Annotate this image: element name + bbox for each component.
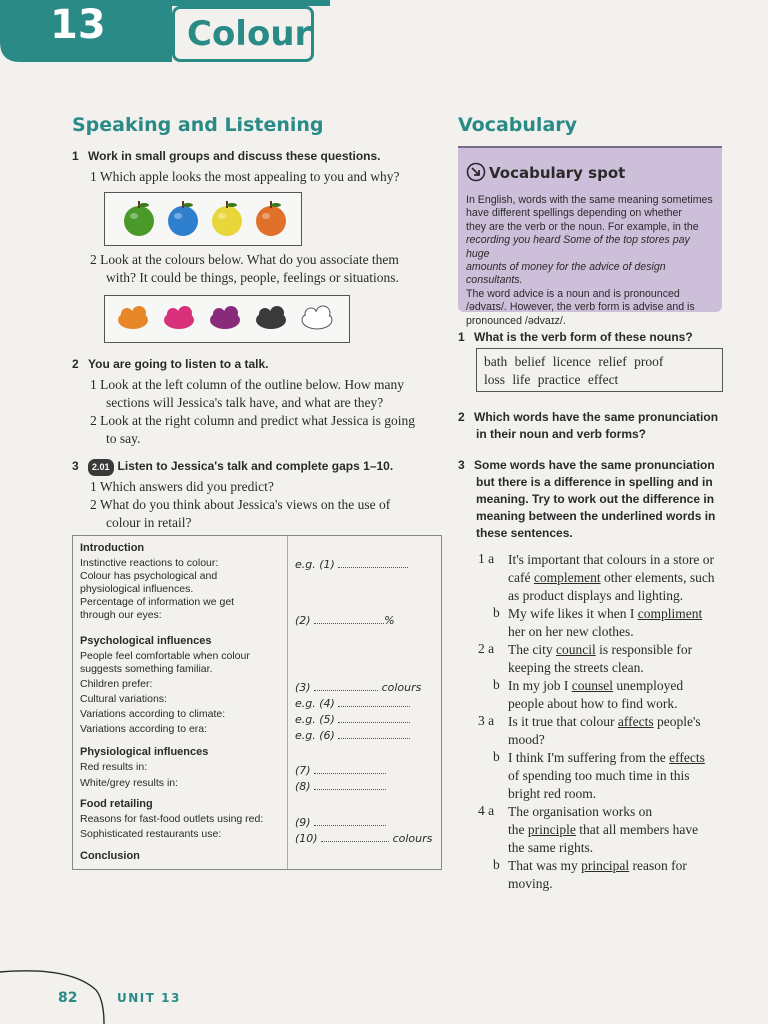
sentence-3b-line3: bright red room. <box>508 786 597 801</box>
outline-row: People feel comfortable when colour <box>80 650 250 662</box>
q2-sub-2-line2: to say. <box>106 431 141 446</box>
sentence-1b-number: b <box>493 605 500 620</box>
sentence-2a-line1: The city council is responsible for <box>508 642 693 657</box>
outline-row: Colour has psychological and <box>80 570 218 582</box>
word-box-row-1: bath belief licence relief proof <box>484 354 664 369</box>
outline-heading-food-retailing: Food retailing <box>80 798 153 810</box>
outline-heading-introduction: Introduction <box>80 542 145 554</box>
paint-blob-icon <box>164 306 194 329</box>
gap-8[interactable]: (8) <box>295 779 386 793</box>
gap-3[interactable]: (3) colours <box>295 681 422 694</box>
outline-row: physiological influences. <box>80 583 194 595</box>
paint-blob-icon <box>302 306 332 329</box>
sentence-4a-number: 4 a <box>478 803 495 818</box>
q3-sub-1: 1 Which answers did you predict? <box>90 479 274 494</box>
outline-row: Percentage of information we get <box>80 596 235 608</box>
vocab-question-3-line: meaning. Try to work out the difference in <box>476 492 715 506</box>
outline-row: White/grey results in: <box>80 777 179 789</box>
outline-heading-physiological: Physiological influences <box>80 746 209 758</box>
sentence-2a-number: 2 a <box>478 641 495 656</box>
sentence-2a-line2: keeping the streets clean. <box>508 660 644 675</box>
vocab-question-1 <box>458 329 693 346</box>
sentence-4a-line3: the same rights. <box>508 840 594 855</box>
sentence-3a-line1: Is it true that colour affects people's <box>508 714 701 729</box>
q2-sub-1-line1: 1 Look at the left column of the outline below. How many <box>90 377 405 392</box>
outline-row: Children prefer: <box>80 678 153 690</box>
sentence-1a-line1: It's important that colours in a store or <box>508 552 715 567</box>
vocab-question-2: 2 Which words have the same pronunciation <box>458 410 719 424</box>
vocab-question-1-number: 1 <box>458 330 465 344</box>
q3-sub-2-line1: 2 What do you think about Jessica's views on the use of <box>90 497 391 512</box>
colour-blobs-image <box>104 295 350 343</box>
apple-icon <box>212 201 242 236</box>
colour-blobs-graphic <box>105 296 349 342</box>
q1-sub-1: 1 Which apple looks the most appealing to you and why? <box>90 169 400 184</box>
unit-title-box <box>172 6 314 62</box>
vocab-question-3: 3 Some words have the same pronunciation <box>458 458 715 472</box>
gap-9[interactable]: (9) <box>295 815 386 829</box>
outline-row: Reasons for fast-food outlets using red: <box>80 813 264 825</box>
sentence-2b-line2: people about how to find work. <box>508 696 678 711</box>
paint-blob-icon <box>118 306 148 329</box>
paint-blob-icon <box>256 306 286 329</box>
question-1-text: Work in small groups and discuss these questions. <box>88 149 381 163</box>
apples-image <box>104 192 302 246</box>
vocab-question-2-line2: in their noun and verb forms? <box>476 427 647 441</box>
sentence-4b-line1: That was my principal reason for <box>508 858 687 873</box>
vocab-question-3-number: 3 <box>458 458 465 472</box>
q1-sub-2-line2: with? It could be things, people, feelings or situations. <box>106 270 399 285</box>
vocabulary-title: Vocabulary <box>458 114 578 136</box>
q2-sub-2-line1: 2 Look at the right column and predict what Jessica is going <box>90 413 416 428</box>
gap-4[interactable]: e.g. (4) <box>295 696 410 710</box>
apple-icon <box>256 201 286 236</box>
question-3 <box>72 458 393 476</box>
unit-title: Colour <box>187 14 312 54</box>
vocabulary-spot-box <box>458 146 722 327</box>
vocab-question-2-number: 2 <box>458 410 465 424</box>
outline-heading-conclusion: Conclusion <box>80 850 140 862</box>
outline-row: Red results in: <box>80 761 148 773</box>
footer-unit-label: UNIT 13 <box>117 991 181 1005</box>
vocab-spot-arrow-icon <box>466 162 486 182</box>
sentence-2b-line1: In my job I counsel unemployed <box>508 678 684 693</box>
outline-row: Cultural variations: <box>80 693 167 705</box>
vocabulary-spot-text: In English, words with the same meaning sometimes have different spellings depending on whether they are the verb or the noun. For example, in the recording you heard Some of the top stores pay huge amounts of money for the advice of design consultants. The word advice is a noun and is pronounced /ədvaɪs/. However, the verb form is advise and is pronounced /ədvaɪz/. <box>466 194 713 327</box>
sentence-3a-line2: mood? <box>508 732 545 747</box>
outline-column-divider <box>287 536 288 869</box>
sentence-3b-number: b <box>493 749 500 764</box>
question-2-number: 2 <box>72 357 79 371</box>
outline-row: Variations according to climate: <box>80 708 226 720</box>
vocab-question-3-line: these sentences. <box>476 526 573 540</box>
gap-6[interactable]: e.g. (6) <box>295 728 410 742</box>
sentence-2b-number: b <box>493 677 500 692</box>
page-number: 82 <box>58 990 78 1006</box>
outline-row: through our eyes: <box>80 609 162 621</box>
sentence-1b-line1: My wife likes it when I compliment <box>508 606 703 621</box>
sentence-4a-line2: the principle that all members have <box>508 822 699 837</box>
speaking-listening-title: Speaking and Listening <box>72 114 324 136</box>
vocabulary-spot-title: Vocabulary spot <box>466 162 625 182</box>
sentence-1a-number: 1 a <box>478 551 495 566</box>
outline-row: suggests something familiar. <box>80 663 213 675</box>
sentence-1b-line2: her on her new clothes. <box>508 624 634 639</box>
outline-row: Instinctive reactions to colour: <box>80 557 219 569</box>
gap-7[interactable]: (7) <box>295 763 386 777</box>
apple-icon <box>124 201 154 236</box>
sentence-1a-line2: café complement other elements, such <box>508 570 715 585</box>
sentence-4b-line2: moving. <box>508 876 553 891</box>
noun-word-box <box>476 348 723 392</box>
question-2-text: You are going to listen to a talk. <box>88 357 269 371</box>
talk-outline-table <box>72 535 442 870</box>
question-1 <box>72 148 381 165</box>
outline-row: Sophisticated restaurants use: <box>80 828 222 840</box>
gap-1[interactable]: e.g. (1) <box>295 557 408 571</box>
question-2 <box>72 356 268 373</box>
question-3-number: 3 <box>72 459 79 473</box>
q2-sub-1-line2: sections will Jessica's talk have, and what are they? <box>106 395 384 410</box>
sentence-4a-line1: The organisation works on <box>508 804 653 819</box>
vocab-question-1-text: What is the verb form of these nouns? <box>474 330 693 344</box>
sentence-3b-line1: I think I'm suffering from the effects <box>508 750 705 765</box>
sentence-1a-line3: as product displays and lighting. <box>508 588 684 603</box>
outline-row: Variations according to era: <box>80 723 208 735</box>
gap-5[interactable]: e.g. (5) <box>295 712 410 726</box>
paint-blob-icon <box>210 306 240 329</box>
vocab-question-3-line: but there is a difference in spelling and in <box>476 475 713 489</box>
q3-sub-2-line2: colour in retail? <box>106 515 192 530</box>
audio-track-icon[interactable]: 2.01 <box>88 459 114 476</box>
q1-sub-2-line1: 2 Look at the colours below. What do you associate them <box>90 252 399 267</box>
outline-heading-psychological: Psychological influences <box>80 635 212 647</box>
gap-10[interactable]: (10) colours <box>295 832 433 845</box>
word-box-row-2: loss life practice effect <box>484 372 619 387</box>
question-3-text: Listen to Jessica's talk and complete gaps 1–10. <box>117 459 394 473</box>
apples-graphic <box>105 193 301 245</box>
gap-2[interactable]: (2) % <box>295 614 395 627</box>
unit-number: 13 <box>50 2 106 48</box>
vocab-question-3-line: meaning between the underlined words in <box>476 509 716 523</box>
sentence-3b-line2: of spending too much time in this <box>508 768 690 783</box>
sentence-3a-number: 3 a <box>478 713 495 728</box>
question-1-number: 1 <box>72 149 79 163</box>
apple-icon <box>168 201 198 236</box>
sentence-4b-number: b <box>493 857 500 872</box>
